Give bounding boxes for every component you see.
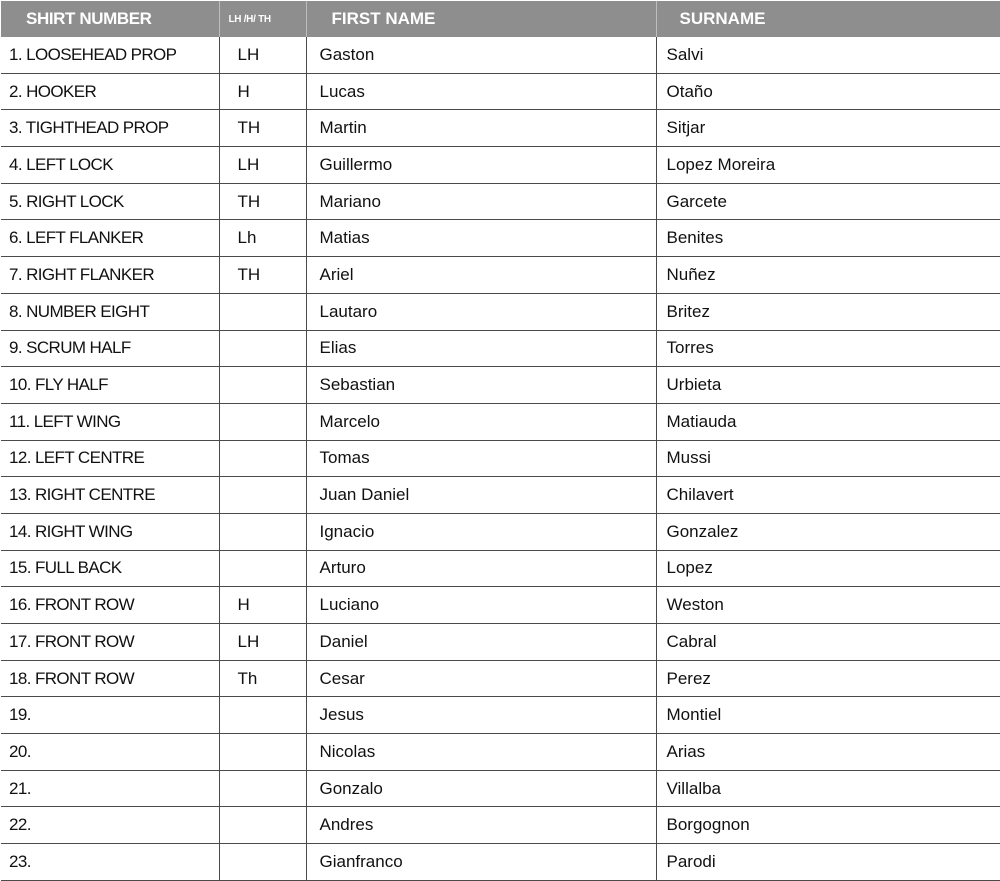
cell-first-name: Mariano [306,183,656,220]
cell-side [219,770,306,807]
cell-first-name: Sebastian [306,367,656,404]
table-row [1,220,1000,257]
cell-surname: Benites [656,220,1000,257]
cell-surname: Villalba [656,770,1000,807]
cell-side: TH [219,110,306,147]
table-row [1,183,1000,220]
cell-first-name: Daniel [306,624,656,661]
cell-shirt-number: 12. LEFT CENTRE [1,440,219,477]
cell-surname: Lopez [656,550,1000,587]
cell-first-name: Gaston [306,37,656,73]
cell-surname: Weston [656,587,1000,624]
cell-first-name: Lucas [306,73,656,110]
cell-side [219,844,306,881]
cell-surname: Parodi [656,844,1000,881]
cell-side: H [219,587,306,624]
cell-surname: Perez [656,660,1000,697]
cell-side [219,477,306,514]
cell-first-name: Gonzalo [306,770,656,807]
cell-side [219,330,306,367]
table-row [1,403,1000,440]
cell-shirt-number: 9. SCRUM HALF [1,330,219,367]
cell-shirt-number: 20. [1,734,219,771]
cell-first-name: Andres [306,807,656,844]
cell-first-name: Arturo [306,550,656,587]
cell-shirt-number: 6. LEFT FLANKER [1,220,219,257]
cell-shirt-number: 7. RIGHT FLANKER [1,257,219,294]
header-row [1,1,1000,37]
cell-shirt-number: 1. LOOSEHEAD PROP [1,37,219,73]
cell-side [219,807,306,844]
table-row [1,660,1000,697]
table-row [1,587,1000,624]
table-row [1,770,1000,807]
header-surname: SURNAME [656,1,1000,37]
table-row [1,110,1000,147]
cell-side [219,367,306,404]
cell-side: TH [219,257,306,294]
cell-shirt-number: 2. HOOKER [1,73,219,110]
table-row [1,697,1000,734]
cell-first-name: Guillermo [306,147,656,184]
cell-shirt-number: 15. FULL BACK [1,550,219,587]
cell-shirt-number: 16. FRONT ROW [1,587,219,624]
cell-first-name: Ariel [306,257,656,294]
cell-first-name: Cesar [306,660,656,697]
cell-first-name: Marcelo [306,403,656,440]
cell-shirt-number: 18. FRONT ROW [1,660,219,697]
team-roster-table [1,1,1000,881]
cell-side [219,293,306,330]
cell-side: LH [219,37,306,73]
table-row [1,513,1000,550]
cell-shirt-number: 5. RIGHT LOCK [1,183,219,220]
table-row [1,367,1000,404]
cell-side: Lh [219,220,306,257]
table-row [1,624,1000,661]
table-row [1,330,1000,367]
cell-first-name: Martin [306,110,656,147]
cell-surname: Borgognon [656,807,1000,844]
cell-shirt-number: 23. [1,844,219,881]
table-row [1,734,1000,771]
header-side: LH /H/ TH [219,1,306,37]
table-row [1,550,1000,587]
cell-surname: Gonzalez [656,513,1000,550]
cell-side [219,440,306,477]
cell-surname: Montiel [656,697,1000,734]
cell-surname: Sitjar [656,110,1000,147]
table-row [1,844,1000,881]
cell-first-name: Lautaro [306,293,656,330]
cell-surname: Otaño [656,73,1000,110]
table-row [1,293,1000,330]
cell-first-name: Jesus [306,697,656,734]
cell-surname: Salvi [656,37,1000,73]
cell-shirt-number: 11. LEFT WING [1,403,219,440]
cell-shirt-number: 13. RIGHT CENTRE [1,477,219,514]
cell-shirt-number: 22. [1,807,219,844]
header-shirt-number: SHIRT NUMBER [1,1,219,37]
cell-surname: Britez [656,293,1000,330]
cell-first-name: Elias [306,330,656,367]
cell-side: LH [219,624,306,661]
cell-surname: Garcete [656,183,1000,220]
cell-shirt-number: 17. FRONT ROW [1,624,219,661]
table-header [1,1,1000,37]
cell-first-name: Nicolas [306,734,656,771]
cell-shirt-number: 19. [1,697,219,734]
cell-side: Th [219,660,306,697]
table-row [1,37,1000,73]
table-row [1,257,1000,294]
table-row [1,807,1000,844]
cell-surname: Mussi [656,440,1000,477]
table-row [1,477,1000,514]
cell-first-name: Luciano [306,587,656,624]
cell-shirt-number: 21. [1,770,219,807]
cell-surname: Torres [656,330,1000,367]
cell-shirt-number: 14. RIGHT WING [1,513,219,550]
cell-surname: Lopez Moreira [656,147,1000,184]
cell-surname: Arias [656,734,1000,771]
cell-side [219,734,306,771]
cell-shirt-number: 3. TIGHTHEAD PROP [1,110,219,147]
cell-side [219,697,306,734]
cell-side: LH [219,147,306,184]
table-row [1,147,1000,184]
cell-shirt-number: 10. FLY HALF [1,367,219,404]
cell-side [219,403,306,440]
cell-side [219,513,306,550]
header-first-name: FIRST NAME [306,1,656,37]
cell-first-name: Ignacio [306,513,656,550]
cell-first-name: Tomas [306,440,656,477]
table-row [1,73,1000,110]
table-body [1,37,1000,880]
table-row [1,440,1000,477]
cell-surname: Matiauda [656,403,1000,440]
cell-first-name: Gianfranco [306,844,656,881]
cell-side [219,550,306,587]
cell-first-name: Matias [306,220,656,257]
cell-first-name: Juan Daniel [306,477,656,514]
cell-side: TH [219,183,306,220]
cell-surname: Cabral [656,624,1000,661]
cell-shirt-number: 8. NUMBER EIGHT [1,293,219,330]
cell-surname: Chilavert [656,477,1000,514]
cell-surname: Nuñez [656,257,1000,294]
cell-surname: Urbieta [656,367,1000,404]
cell-shirt-number: 4. LEFT LOCK [1,147,219,184]
cell-side: H [219,73,306,110]
